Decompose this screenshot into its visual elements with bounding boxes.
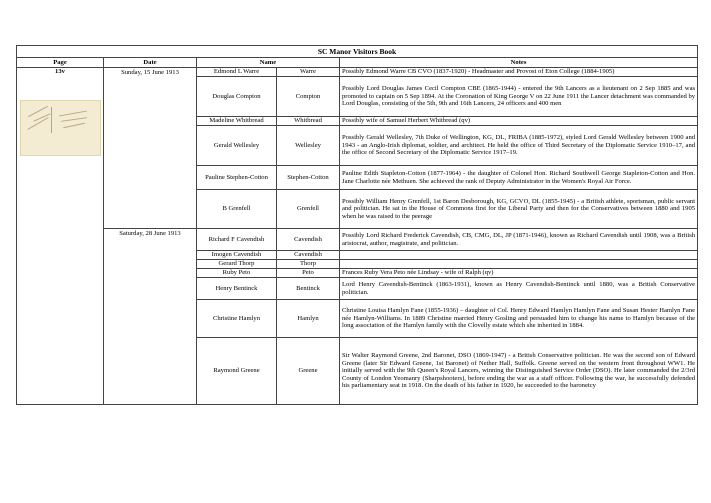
visitor-notes [340, 251, 698, 260]
visitor-notes: Possibly Gerald Wellesley, 7th Duke of Wellington, KG, DL, FRIBA (1885-1972), styled Lord Gerald Wellesley between 1900 and 1943 - an Anglo-Irish diplomat, soldier, and architect. He held the office of Third Secretary of the Diplomatic Service 1910–17, and the office of Second Secretary of the Diplomatic Service 1917–19. [340, 126, 698, 166]
visitor-name: Gerald Wellesley [197, 126, 277, 166]
visitor-name: Ruby Peto [197, 269, 277, 278]
visitor-notes: Possibly Edmond Warre CB CVO (1837-1920) - Headmaster and Provost of Eton College (1884-1905) [340, 68, 698, 77]
visitor-surname: Greene [277, 338, 340, 405]
visitor-name: Imogen Cavendish [197, 251, 277, 260]
visitor-name: Gerard Thorp [197, 260, 277, 269]
visitor-notes: Pauline Edith Stapleton-Cotton (1877-1964) - the daughter of Colonel Hon. Richard Southwell George Stapleton-Cotton and Hon. Jane Charlotte née Methuen. She achieved the rank of Deputy Administrator in the Women's Royal Air Force. [340, 166, 698, 190]
visitor-notes: Possibly William Henry Grenfell, 1st Baron Desborough, KG, GCVO, DL (1855-1945) - a British athlete, sportsman, public servant and politician. He sat in the House of Commons first for the Liberal Party and then for the Conservatives between 1880 and 1905 when he was raised to the peerage [340, 190, 698, 229]
visitor-surname: Cavendish [277, 251, 340, 260]
visitor-surname: Cavendish [277, 229, 340, 251]
visitor-notes: Frances Ruby Vera Peto née Lindsay - wife of Ralph (qv) [340, 269, 698, 278]
page-cell [17, 68, 104, 405]
table-row [17, 229, 698, 251]
visitor-notes: Possibly Lord Douglas James Cecil Compton CBE (1865-1944) - entered the 9th Lancers as a lieutenant on 2 Sep 1885 and was promoted to captain on 5 Sep 1894. At the Coronation of King George V on 22 June 1911 the Lancer detachment was commanded by Lord Douglas, consisting of the 5th, 9th and 16th Lancers, 24 officers and 400 men [340, 77, 698, 117]
visitor-surname: Wellesley [277, 126, 340, 166]
visitor-notes: Possibly wife of Samuel Herbert Whitbread (qv) [340, 117, 698, 126]
header-date: Date [104, 58, 197, 68]
visitor-notes: Possibly Lord Richard Frederick Cavendish, CB, CMG, DL, JP (1871-1946), known as Richard Cavendish until 1908, was a British aristocrat, author, magistrate, and politician. [340, 229, 698, 251]
table-title: SC Manor Visitors Book [17, 46, 698, 58]
header-name: Name [197, 58, 340, 68]
visitor-notes [340, 260, 698, 269]
visitor-surname: Stephen-Cotton [277, 166, 340, 190]
visitor-name: Christine Hamlyn [197, 300, 277, 338]
visitor-surname: Grenfell [277, 190, 340, 229]
visitors-book-table [16, 45, 698, 405]
visitor-surname: Peto [277, 269, 340, 278]
page-thumbnail-image [20, 100, 101, 156]
visitors-book-table-sheet [16, 45, 697, 416]
visitor-surname: Compton [277, 77, 340, 117]
visitor-name: Edmond L Warre [197, 68, 277, 77]
header-page: Page [17, 58, 104, 68]
visitor-name: Raymond Greene [197, 338, 277, 405]
date-cell: Sunday, 15 June 1913 [104, 68, 197, 229]
visitor-notes: Sir Walter Raymond Greene, 2nd Baronet, DSO (1869-1947) - a British Conservative politician. He was the second son of Edward Greene (later Sir Edward Greene, 1st Baronet) of Nether Hall, Suffolk. Greene served on the western front throughout WW1. He initially served with the 9th Queen's Royal Lancers, winning the Distinguished Service Order (DSO). He later commanded the 2/3rd County of London Yeomanry (Sharpshooters), before ending the war as a staff officer. Following the war, he successfully defended his parliamentary seat in 1918. On the death of his father in 1920, he succeeded to the baronetcy [340, 338, 698, 405]
visitor-name: Pauline Stephen-Cotton [197, 166, 277, 190]
visitor-name: B Grenfell [197, 190, 277, 229]
visitor-name: Madeline Whitbread [197, 117, 277, 126]
visitor-surname: Whitbread [277, 117, 340, 126]
date-cell: Saturday, 28 June 1913 [104, 229, 197, 405]
visitor-surname: Hamlyn [277, 300, 340, 338]
visitor-notes: Lord Henry Cavendish-Bentinck (1863-1931), known as Henry Cavendish-Bentinck until 1880, was a British Conservative politician. [340, 278, 698, 300]
header-notes: Notes [340, 58, 698, 68]
visitor-name: Henry Bentinck [197, 278, 277, 300]
visitor-name: Douglas Compton [197, 77, 277, 117]
visitor-surname: Thorp [277, 260, 340, 269]
visitor-surname: Warre [277, 68, 340, 77]
visitor-name: Richard F Cavendish [197, 229, 277, 251]
visitor-surname: Bentinck [277, 278, 340, 300]
visitor-notes: Christine Louisa Hamlyn Fane (1855-1936) – daughter of Col. Henry Edward Hamlyn Hamlyn Fane and Susan Hester Hamlyn Fane née Hamlyn-Williams. In 1889 Christine married Henry Gosling and persuaded him to change his name to Hamlyn because of the long association of the Hamlyn family with the Clovelly estate which she inherited in 1884. [340, 300, 698, 338]
page-number: 13v [55, 68, 65, 75]
table-row [17, 68, 698, 77]
